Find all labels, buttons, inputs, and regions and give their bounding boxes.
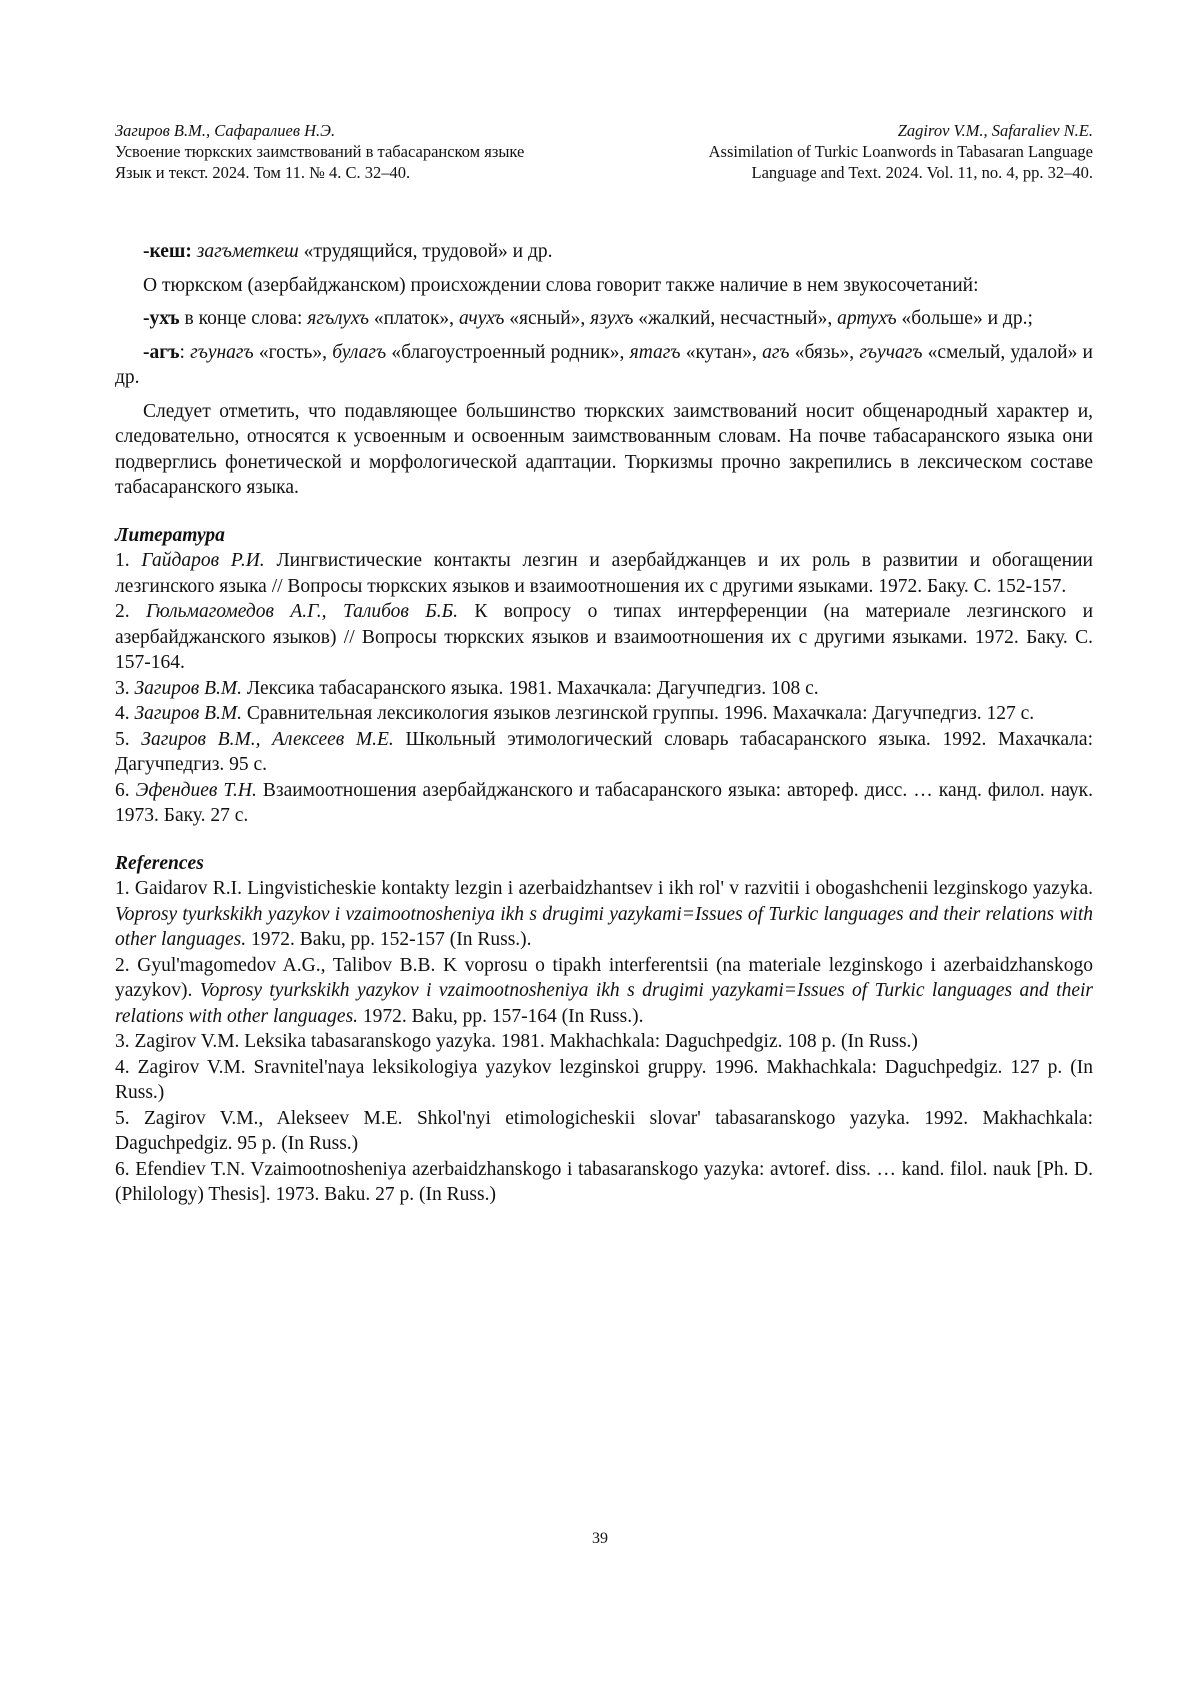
text-run: 6. Efendiev T.N. Vzaimootnosheniya azerbaidzhanskogo i tabasaranskogo yazyka: avtoref. diss. … kand. filol. nauk [Ph. D. (Philology) Thesis]. 1973. Baku. 27 p. (In Russ.) (115, 1159, 1093, 1206)
text-run: Гайдаров Р.И. (141, 550, 264, 571)
paragraph (115, 399, 1093, 501)
paragraph (115, 273, 1093, 299)
header-title-en: Assimilation of Turkic Loanwords in Tabasaran Language (613, 141, 1093, 162)
literatura-item (115, 778, 1093, 829)
text-run: гъунагъ (190, 342, 254, 363)
reference-item (115, 1157, 1093, 1208)
text-run: Следует отметить, что подавляющее большинство тюркских заимствований носит общенародный характер и, следовательно, относятся к усвоенным и освоенным заимствованным словам. На почве табасаранского языка они подверглись фонетической и морфологической адаптации. Тюркизмы прочно закрепились в лексическом составе табасаранского языка. (115, 401, 1093, 499)
text-run: О тюркском (азербайджанском) происхождении слова говорит также наличие в нем звукосочетаний: (143, 275, 979, 296)
reference-item (115, 953, 1093, 1030)
literatura-item (115, 599, 1093, 676)
page-number: 39 (0, 1530, 1200, 1548)
text-run: 4. Zagirov V.M. Sravnitel'naya leksikologiya yazykov lezginskoi gruppy. 1996. Makhachkala: Daguchpedgiz. 127 p. (In Russ.) (115, 1057, 1093, 1104)
text-run: 1972. Baku, pp. 157-164 (In Russ.). (358, 1006, 643, 1027)
header-left (115, 120, 585, 183)
text-run: «гость», (254, 342, 333, 363)
references-list (115, 876, 1093, 1208)
text-run: 6. (115, 780, 136, 801)
text-run: «платок», (369, 308, 459, 329)
text-run: Voprosy tyurkskikh yazykov i vzaimootnosheniya ikh s drugimi yazykami=Issues of Turkic languages and their relations with other languages. (115, 904, 1093, 951)
reference-item (115, 1029, 1093, 1055)
text-run: -агъ (143, 342, 179, 363)
text-run: 3. Zagirov V.M. Leksika tabasaranskogo yazyka. 1981. Makhachkala: Daguchpedgiz. 108 p. (In Russ.) (115, 1031, 918, 1052)
header-citation-en: Language and Text. 2024. Vol. 11, no. 4, pp. 32–40. (613, 162, 1093, 183)
text-run: Эфендиев Т.Н. (136, 780, 257, 801)
references-heading: References (115, 851, 1093, 877)
text-run: «благоустроенный родник», (386, 342, 629, 363)
text-run: 2. Gyul'magomedov A.G., Talibov B.B. K voprosu o tipakh interferentsii (na materiale lezginskogo i azerbaidzhanskogo yazykov). (115, 955, 1093, 1002)
text-run: «кутан», (681, 342, 763, 363)
text-run: 5. Zagirov V.M., Alekseev M.E. Shkol'nyi etimologicheskii slovar' tabasaranskogo yazyka. 1992. Makhachkala: Daguchpedgiz. 95 p. (In Russ.) (115, 1108, 1093, 1155)
text-run: артухъ (837, 308, 897, 329)
text-run: в конце слова: (180, 308, 308, 329)
text-run: язухъ (590, 308, 633, 329)
text-run: булагъ (332, 342, 386, 363)
text-run: 1972. Baku, pp. 152-157 (In Russ.). (246, 929, 531, 950)
text-run: -кеш: (143, 241, 197, 262)
text-run: «бязь», (790, 342, 860, 363)
text-run: Загиров В.М. (135, 703, 243, 724)
text-run: 1. Gaidarov R.I. Lingvisticheskie kontakty lezgin i azerbaidzhantsev i ikh rol' v razvitii i obogashchenii lezginskogo yazyka. (115, 878, 1093, 899)
text-run: ятагъ (630, 342, 681, 363)
text-run: «смелый, удалой» и др. (115, 342, 1093, 389)
paragraphs (115, 239, 1093, 501)
text-run: Школьный этимологический словарь табасаранского языка. 1992. Махачкала: Дагучпедгиз. 95 с. (115, 729, 1093, 776)
text-run: «жалкий, несчастный», (633, 308, 837, 329)
text-run: : (179, 342, 190, 363)
literatura-item (115, 676, 1093, 702)
text-run: Загиров В.М., Алексеев М.Е. (141, 729, 394, 750)
text-run: Лексика табасаранского языка. 1981. Махачкала: Дагучпедгиз. 108 с. (242, 678, 819, 699)
text-run: ачухъ (459, 308, 504, 329)
body-text (115, 239, 1093, 1208)
literatura-item (115, 548, 1093, 599)
text-run: агъ (762, 342, 789, 363)
header-right (613, 120, 1093, 183)
paragraph (115, 239, 1093, 265)
text-run: загъметкеш (197, 241, 299, 262)
header-citation-ru: Язык и текст. 2024. Том 11. № 4. С. 32–40. (115, 162, 585, 183)
text-run: «трудящийся, трудовой» и др. (299, 241, 553, 262)
text-run: Взаимоотношения азербайджанского и табасаранского языка: автореф. дисс. … канд. филол. наук. 1973. Баку. 27 с. (115, 780, 1093, 827)
text-run: 5. (115, 729, 141, 750)
text-run: гъучагъ (859, 342, 922, 363)
text-run: К вопросу о типах интерференции (на материале лезгинского и азербайджанского языков) // Вопросы тюркских языков и взаимоотношения их с другими языками. 1972. Баку. С. 157-164. (115, 601, 1093, 673)
text-run: Гюльмагомедов А.Г., Талибов Б.Б. (146, 601, 458, 622)
header-authors-en: Zagirov V.M., Safaraliev N.E. (613, 120, 1093, 141)
text-run: Сравнительная лексикология языков лезгинской группы. 1996. Махачкала: Дагучпедгиз. 127 с. (242, 703, 1034, 724)
reference-item (115, 876, 1093, 953)
text-run: ягълухъ (307, 308, 369, 329)
text-run: Voprosy tyurkskikh yazykov i vzaimootnosheniya ikh s drugimi yazykami=Issues of Turkic languages and their relations with other languages. (115, 980, 1093, 1027)
literatura-list (115, 548, 1093, 829)
document-page (115, 120, 1093, 1208)
text-run: 2. (115, 601, 146, 622)
literatura-item (115, 701, 1093, 727)
text-run: Лингвистические контакты лезгин и азербайджанцев и их роль в развитии и обогащении лезгинского языка // Вопросы тюркских языков и взаимоотношения их с другими языками. 1972. Баку. С. 152-157. (115, 550, 1093, 597)
reference-item (115, 1055, 1093, 1106)
literatura-heading: Литература (115, 523, 1093, 549)
header-authors-ru: Загиров В.М., Сафаралиев Н.Э. (115, 120, 585, 141)
text-run: «больше» и др.; (897, 308, 1033, 329)
text-run: Загиров В.М. (135, 678, 243, 699)
text-run: 3. (115, 678, 135, 699)
text-run: 1. (115, 550, 141, 571)
paragraph (115, 306, 1093, 332)
text-run: -ухъ (143, 308, 180, 329)
paragraph (115, 340, 1093, 391)
text-run: 4. (115, 703, 135, 724)
reference-item (115, 1106, 1093, 1157)
text-run: «ясный», (504, 308, 590, 329)
header-title-ru: Усвоение тюркских заимствований в табасаранском языке (115, 141, 585, 162)
running-header (115, 120, 1093, 183)
literatura-item (115, 727, 1093, 778)
